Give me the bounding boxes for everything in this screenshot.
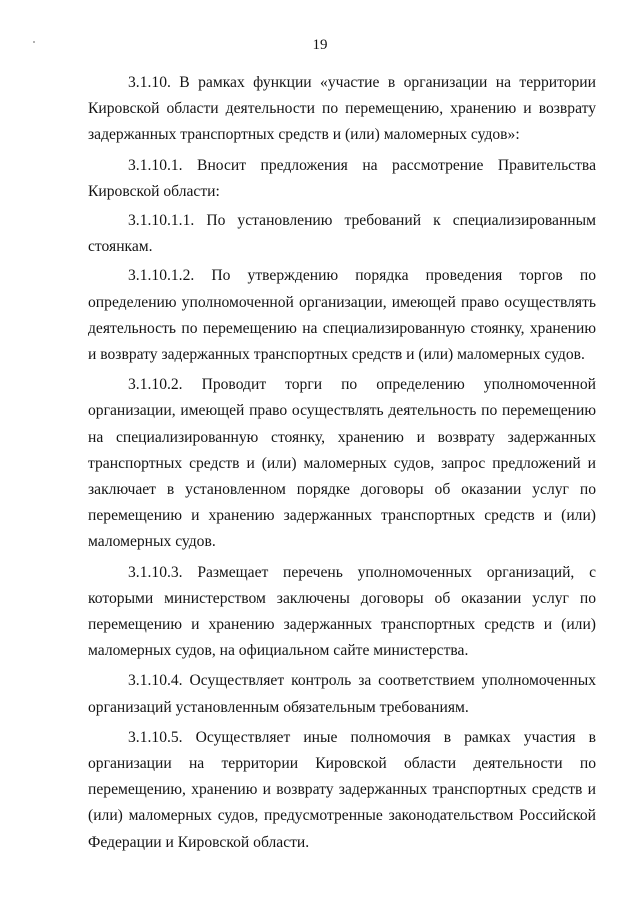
paragraph-3-1-10-1: 3.1.10.1. Вносит предложения на рассмотрение Правительства Кировской области: [88, 156, 596, 200]
paragraph-3-1-10-1-1: 3.1.10.1.1. По установлению требований к специализированным стоянкам. [88, 212, 596, 256]
paragraph-3-1-10-2: 3.1.10.2. Проводит торги по определению уполномоченной организации, имеющей право осуществлять деятельность по перемещению на специализированную стоянку, хранению и возврату задержанных транспортных средств и (или) маломерных судов, запрос предложений и заключает в установленном порядке договоры об оказании услуг по перемещению и хранению задержанных транспортных средств и (или) маломерных судов. [88, 376, 596, 551]
paragraph-3-1-10-3: 3.1.10.3. Размещает перечень уполномоченных организаций, с которыми министерством заключены договоры об оказании услуг по перемещению и хранению задержанных транспортных средств и (или) маломерных судов, на официальном сайте министерства. [88, 563, 596, 660]
paragraph-3-1-10: 3.1.10. В рамках функции «участие в организации на территории Кировской области деятельности по перемещению, хранению и возврату задержанных транспортных средств и (или) маломерных судов»: [88, 74, 596, 144]
paragraph-3-1-10-1-2: 3.1.10.1.2. По утверждению порядка проведения торгов по определению уполномоченной организации, имеющей право осуществлять деятельность по перемещению на специализированную стоянку, хранению и возврату задержанных транспортных средств и (или) маломерных судов. [88, 267, 596, 364]
paragraph-3-1-10-5: 3.1.10.5. Осуществляет иные полномочия в рамках участия в организации на территории Кировской области деятельности по перемещению, хранению и возврату задержанных транспортных средств и (или) маломерных судов, предусмотренные законодательством Российской Федерации и Кировской области. [88, 728, 596, 851]
paragraph-3-1-10-4: 3.1.10.4. Осуществляет контроль за соответствием уполномоченных организаций установленным обязательным требованиям. [88, 672, 596, 716]
document-body [88, 70, 596, 860]
page-number: 19 [312, 37, 328, 53]
